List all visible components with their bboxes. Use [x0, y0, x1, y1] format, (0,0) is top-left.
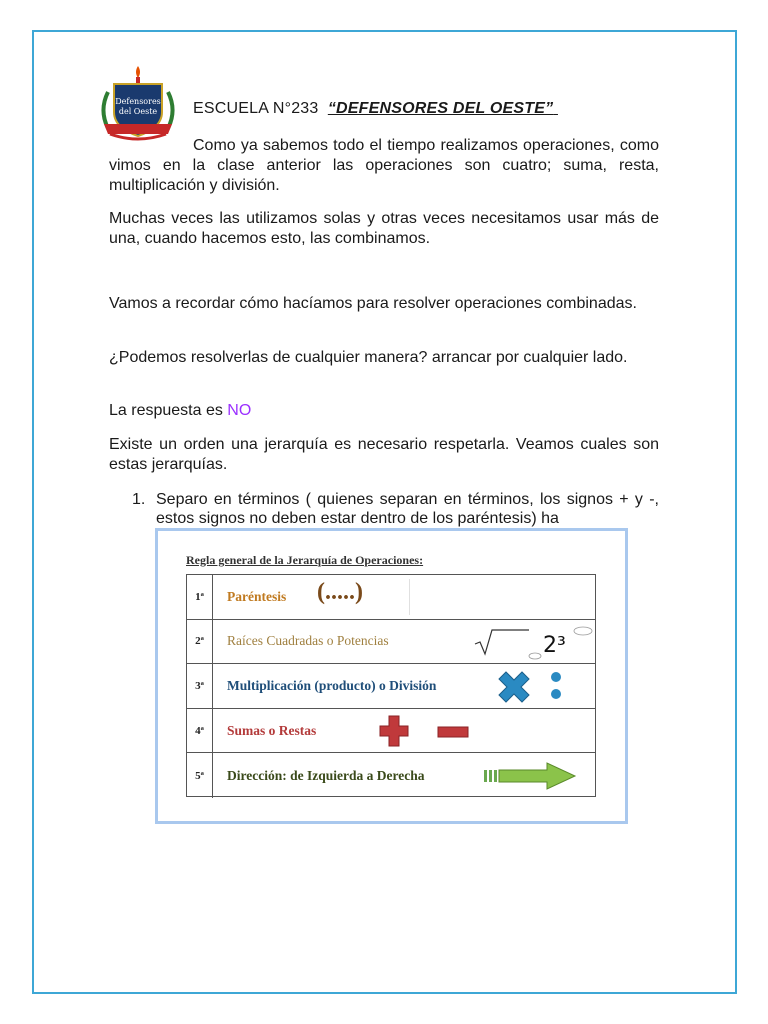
row-order: 2ª [187, 620, 213, 664]
school-prefix: ESCUELA N°233 [193, 100, 319, 117]
logo-text: Defensores [115, 97, 161, 106]
row-label: Paréntesis [227, 588, 287, 604]
table-title: Regla general de la Jerarquía de Operaciones: [186, 553, 424, 567]
paragraph-order: Existe un orden una jerarquía es necesario respetarla. Veamos cuales son estas jerarquías. [109, 436, 659, 473]
divide-icon [549, 670, 563, 702]
parenthesis-symbol: (.....) [317, 579, 363, 605]
table-row [187, 575, 595, 620]
table-row [187, 664, 595, 709]
answer-no: NO [227, 402, 252, 419]
power-icon [527, 624, 593, 662]
list-item [132, 490, 659, 528]
list-number: 1. [132, 491, 146, 508]
multiply-icon [497, 670, 531, 704]
row-label: Dirección: de Izquierda a Derecha [227, 767, 425, 783]
table-row [187, 620, 595, 665]
paragraph-recall: Vamos a recordar cómo hacíamos para resolver operaciones combinadas. [109, 295, 637, 312]
hierarchy-table-image [155, 528, 628, 824]
school-name: “DEFENSORES DEL OESTE” [327, 100, 554, 117]
logo-text: del Oeste [118, 107, 158, 116]
square-root-icon [473, 628, 529, 656]
list-text: Separo en términos ( quienes separan en términos, los signos + y -, estos signos no deben estar dentro de los paréntesis) ha [156, 491, 659, 527]
arrow-right-icon [483, 761, 577, 791]
paragraph-combination: Muchas veces las utilizamos solas y otras veces necesitamos usar más de una, cuando hacemos esto, las combinamos. [109, 210, 659, 247]
hierarchy-table [186, 574, 596, 797]
paragraph-answer [109, 401, 659, 421]
row-label: Raíces Cuadradas o Potencias [227, 633, 389, 649]
power-text: 2³ [543, 632, 566, 658]
paragraph-intro: Como ya sabemos todo el tiempo realizamos operaciones, como vimos en la clase anterior las operaciones son cuatro; suma, resta, multiplicación y división. [109, 137, 659, 194]
paragraph-question: ¿Podemos resolverlas de cualquier manera? arrancar por cualquier lado. [109, 349, 628, 366]
plus-icon [379, 715, 409, 747]
row-order: 3ª [187, 664, 213, 708]
table-row [187, 753, 595, 798]
answer-prefix: La respuesta es [109, 402, 228, 419]
minus-icon [437, 726, 469, 738]
row-order: 4ª [187, 709, 213, 753]
school-header [193, 100, 558, 118]
row-label: Sumas o Restas [227, 722, 317, 738]
table-row [187, 709, 595, 754]
row-order: 1ª [187, 575, 213, 619]
row-order: 5ª [187, 753, 213, 798]
row-label: Multiplicación (producto) o División [227, 677, 437, 693]
